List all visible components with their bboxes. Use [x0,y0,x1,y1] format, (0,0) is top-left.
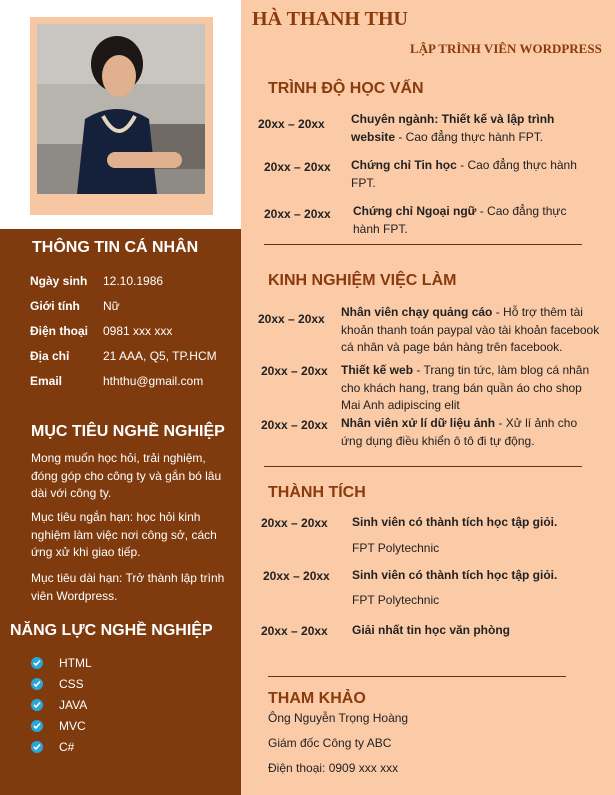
gender-value: Nữ [103,299,120,313]
phone-value: 0981 xxx xxx [103,324,173,338]
achievements-heading: THÀNH TÍCH [268,484,366,501]
profile-photo [37,24,205,194]
birthdate-value: 12.10.1986 [103,274,164,288]
check-icon [31,699,43,711]
reference-position: Giám đốc Công ty ABC [268,736,392,750]
skill-item: C# [31,739,43,755]
objective-heading: MỤC TIÊU NGHỀ NGHIỆP [31,423,225,440]
job-title: LẬP TRÌNH VIÊN WORDPRESS [410,41,602,56]
check-icon [31,678,43,690]
achievement-title: Sinh viên có thành tích học tập giỏi. [352,515,558,529]
experience-entry: Thiết kế web - Trang tin tức, làm blog cá nhân cho khách hang, trang bán quần áo cho shop Mai Anh adipiscing elit [341,363,590,412]
sidebar [0,0,241,795]
achievement-school: FPT Polytechnic [352,541,440,555]
skill-item: MVC [31,718,43,734]
personal-info-heading: THÔNG TIN CÁ NHÂN [32,239,199,256]
phone-label: Điện thoại [30,324,89,338]
skill-item: JAVA [31,697,43,713]
skill-item: CSS [31,676,43,692]
achievement-date: 20xx – 20xx [261,624,328,638]
gender-label: Giới tính [30,299,80,313]
objective-paragraph-3: Mục tiêu dài hạn: Trở thành lập trình viên Wordpress. [31,571,225,603]
email-label: Email [30,374,63,388]
education-date: 20xx – 20xx [264,207,331,221]
divider [264,244,582,245]
skill-item: HTML [31,655,43,671]
experience-date: 20xx – 20xx [261,364,328,378]
achievement-date: 20xx – 20xx [263,569,330,583]
objective-paragraph-1: Mong muốn học hỏi, trải nghiệm, đóng góp cho công ty và gắn bó lâu dài với công ty. [31,451,222,500]
education-entry: Chuyên ngành: Thiết kế và lập trình website - Cao đẳng thực hành FPT. [351,112,555,144]
photo-area [0,0,241,229]
check-icon [31,657,43,669]
experience-date: 20xx – 20xx [261,418,328,432]
divider [264,466,582,467]
education-entry: Chứng chỉ Tin học - Cao đẳng thực hành FPT. [351,158,577,190]
achievement-title: Sinh viên có thành tích học tập giỏi. [352,568,558,582]
achievement-title: Giải nhất tin học văn phòng [352,623,510,637]
birthdate-label: Ngày sinh [30,274,88,288]
education-entry: Chứng chỉ Ngoại ngữ - Cao đẳng thực hành FPT. [353,204,567,236]
reference-name: Ông Nguyễn Trọng Hoàng [268,711,409,725]
check-icon [31,741,43,753]
education-date: 20xx – 20xx [264,160,331,174]
check-icon [31,720,43,732]
reference-phone: Điện thoại: 0909 xxx xxx [268,761,399,775]
address-value: 21 AAA, Q5, TP.HCM [103,349,217,363]
achievement-school: FPT Polytechnic [352,593,440,607]
candidate-name: HÀ THANH THU [252,8,408,30]
education-heading: TRÌNH ĐỘ HỌC VẤN [268,80,424,97]
experience-heading: KINH NGHIỆM VIỆC LÀM [268,272,457,289]
objective-paragraph-2: Mục tiêu ngắn hạn: học hỏi kinh nghiệm làm việc nơi công sở, cách ứng xử khi giao tiếp. [31,510,217,559]
reference-heading: THAM KHẢO [268,690,366,707]
address-label: Địa chỉ [30,349,70,363]
email-value: hththu@gmail.com [103,374,204,388]
achievement-date: 20xx – 20xx [261,516,328,530]
experience-entry: Nhân viên chạy quảng cáo - Hỗ trợ thêm tài khoản thanh toán paypal vào tài khoản facebook cá nhân và page bán hàng trên facebook. [341,305,600,354]
divider [268,676,566,677]
education-date: 20xx – 20xx [258,117,325,131]
experience-date: 20xx – 20xx [258,312,325,326]
skills-heading: NĂNG LỰC NGHỀ NGHIỆP [10,622,213,639]
experience-entry: Nhân viên xử lí dữ liệu ảnh - Xử lí ảnh cho ứng dụng điều khiển ô tô đi tự động. [341,416,578,448]
